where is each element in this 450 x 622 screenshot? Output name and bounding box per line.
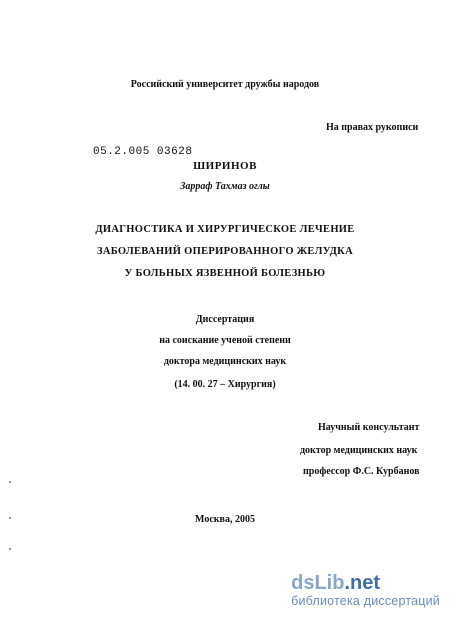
rights-notice: На правах рукописи xyxy=(326,122,419,133)
scan-speck xyxy=(9,548,11,550)
dissertation-title-line: ЗАБОЛЕВАНИЙ ОПЕРИРОВАННОГО ЖЕЛУДКА xyxy=(97,246,353,257)
author-given-name: Зарраф Тахмаз оглы xyxy=(180,181,270,192)
degree-line: на соискание ученой степени xyxy=(159,335,291,346)
author-surname: ШИРИНОВ xyxy=(193,160,257,172)
degree-line: доктора медицинских наук xyxy=(163,356,287,367)
dissertation-title-line: У БОЛЬНЫХ ЯЗВЕННОЙ БОЛЕЗНЬЮ xyxy=(124,268,326,279)
dslib-watermark[interactable] xyxy=(291,573,440,608)
consultant-line: Научный консультант xyxy=(318,422,420,433)
consultant-line: профессор Ф.С. Курбанов xyxy=(303,466,420,477)
scan-speck xyxy=(9,517,11,519)
library-stamp: 05.2.005 03628 xyxy=(93,146,193,158)
consultant-line: доктор медицинских наук xyxy=(300,445,418,456)
watermark-subtitle: библиотека диссертаций xyxy=(291,594,440,608)
logo-part: .net xyxy=(344,572,381,594)
specialty-code: (14. 00. 27 – Хирургия) xyxy=(174,379,276,390)
logo-part: dsLib xyxy=(291,572,345,594)
document-type: Диссертация xyxy=(195,314,255,325)
scan-speck xyxy=(9,481,11,483)
dslib-logo xyxy=(291,573,440,593)
city-and-year: Москва, 2005 xyxy=(195,514,255,525)
dissertation-title-line: ДИАГНОСТИКА И ХИРУРГИЧЕСКОЕ ЛЕЧЕНИЕ xyxy=(95,224,355,235)
university-name: Российский университет дружбы народов xyxy=(130,79,320,90)
